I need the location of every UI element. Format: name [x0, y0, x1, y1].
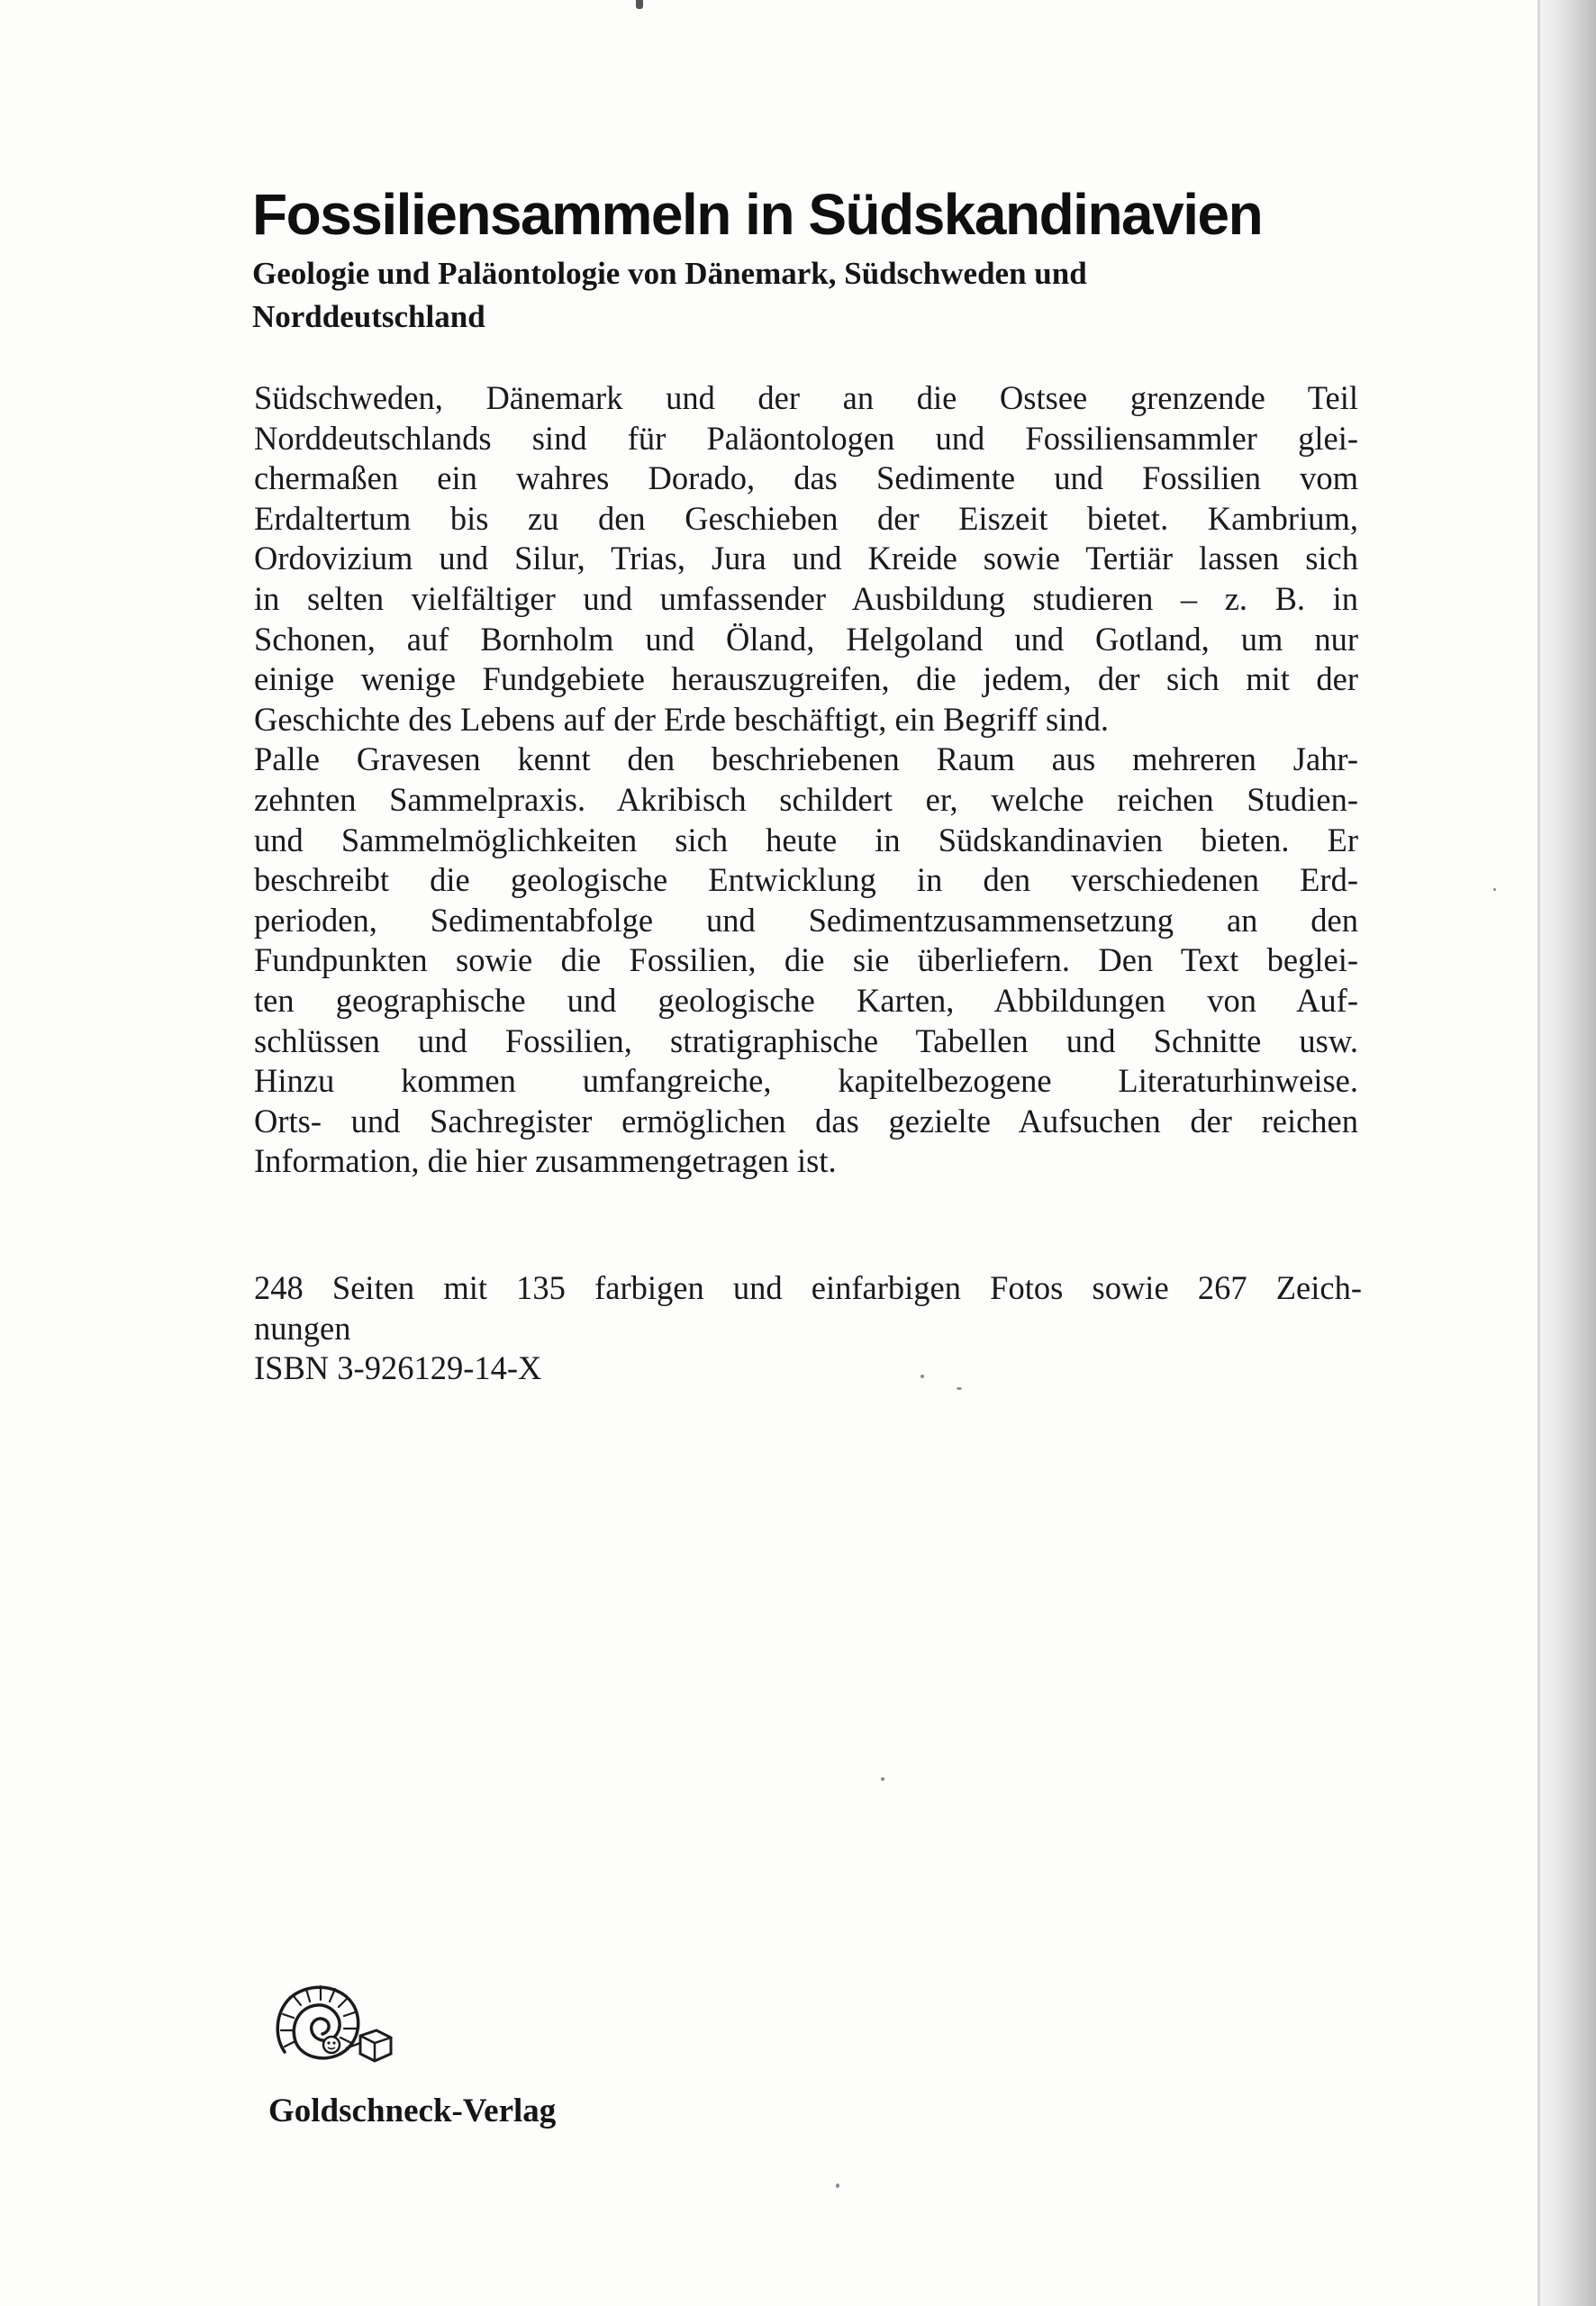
blurb-line: Erdaltertum bis zu den Geschieben der Eiszeit bietet. Kambrium, — [254, 499, 1358, 537]
details-line: 248 Seiten mit 135 farbigen und einfarbigen Fotos sowie 267 Zeich- — [254, 1269, 1362, 1306]
blurb-text — [254, 378, 1358, 1182]
blurb-line: Hinzu kommen umfangreiche, kapitelbezogene Literaturhinweise. — [254, 1062, 1358, 1100]
blurb-line: und Sammelmöglichkeiten sich heute in Südskandinavien bieten. Er — [254, 821, 1358, 858]
book-title: Fossiliensammeln in Südskandinavien — [252, 182, 1263, 247]
blurb-line: Schonen, auf Bornholm und Öland, Helgoland und Gotland, um nur — [254, 620, 1358, 658]
blurb-line: perioden, Sedimentabfolge und Sedimentzusammensetzung an den — [254, 901, 1358, 939]
paper-speck — [920, 1375, 924, 1378]
book-details — [254, 1268, 1362, 1389]
paper-speck — [1493, 888, 1496, 891]
spine-edge — [1540, 0, 1596, 2306]
blurb-line: Information, die hier zusammengetragen ist. — [254, 1142, 837, 1180]
paper-speck — [836, 2183, 839, 2188]
blurb-line: chermaßen ein wahres Dorado, das Sedimente und Fossilien vom — [254, 459, 1358, 497]
paper-speck — [881, 1777, 884, 1781]
blurb-line: Fundpunkten sowie die Fossilien, die sie überliefern. Den Text beglei- — [254, 941, 1358, 979]
blurb-line: Orts- und Sachregister ermöglichen das gezielte Aufsuchen der reichen — [254, 1102, 1358, 1139]
blurb-line: Norddeutschlands sind für Paläontologen und Fossiliensammler glei- — [254, 419, 1358, 457]
snail-logo-icon — [267, 1978, 402, 2068]
isbn-line: ISBN 3-926129-14-X — [254, 1349, 542, 1387]
book-subtitle — [252, 252, 1333, 339]
blurb-line: Geschichte des Lebens auf der Erde beschäftigt, ein Begriff sind. — [254, 700, 1109, 738]
blurb-line: ten geographische und geologische Karten, Abbildungen von Auf- — [254, 981, 1358, 1019]
details-line: nungen — [254, 1309, 351, 1347]
blurb-line: in selten vielfältiger und umfassender Ausbildung studieren – z. B. in — [254, 579, 1358, 617]
blurb-line: schlüssen und Fossilien, stratigraphische Tabellen und Schnitte usw. — [254, 1021, 1358, 1059]
paper-speck — [957, 1387, 962, 1390]
blurb-line: einige wenige Fundgebiete herauszugreifen, die jedem, der sich mit der — [254, 660, 1358, 698]
blurb-line: beschreibt die geologische Entwicklung in den verschiedenen Erd- — [254, 861, 1358, 899]
blurb-line: Palle Gravesen kennt den beschriebenen Raum aus mehreren Jahr- — [254, 740, 1358, 778]
publisher-name: Goldschneck-Verlag — [268, 2093, 557, 2129]
subtitle-line: Norddeutschland — [252, 299, 485, 334]
blurb-line: Südschweden, Dänemark und der an die Ostsee grenzende Teil — [254, 379, 1358, 416]
subtitle-line: Geologie und Paläontologie von Dänemark, Südschweden und — [252, 256, 1087, 291]
blurb-line: zehnten Sammelpraxis. Akribisch schildert er, welche reichen Studien- — [254, 780, 1358, 818]
blurb-line: Ordovizium und Silur, Trias, Jura und Kreide sowie Tertiär lassen sich — [254, 540, 1358, 577]
cover-top-mark — [636, 0, 643, 9]
